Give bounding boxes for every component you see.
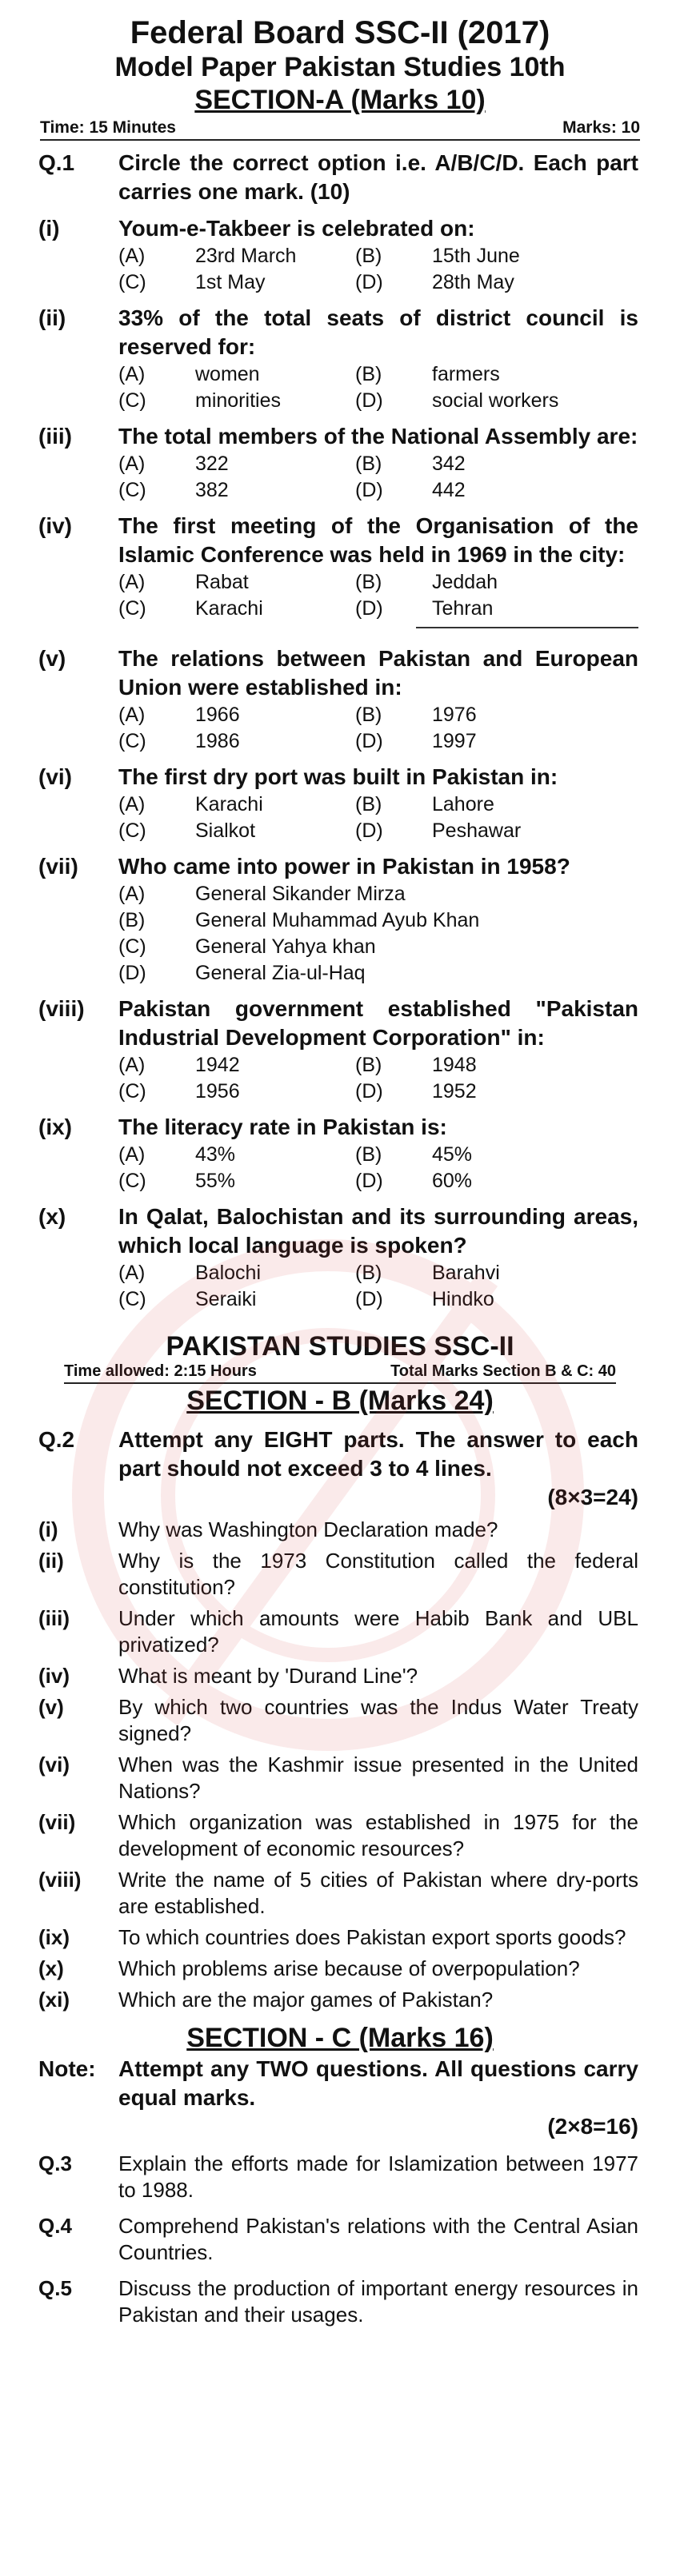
option-letter: (D) [355, 1170, 383, 1192]
option-letter: (B) [355, 704, 382, 726]
short-question-number: (vi) [38, 1753, 70, 1776]
option-row [118, 907, 638, 934]
mcq-stem: The literacy rate in Pakistan is: [118, 1115, 447, 1139]
option-row [118, 1168, 638, 1194]
short-question-number: (xi) [38, 1988, 70, 2012]
mcq-item [38, 763, 638, 792]
short-question-number: (ii) [38, 1549, 64, 1573]
option-value: Karachi [195, 793, 263, 815]
option-row [118, 451, 638, 477]
option-letter: (B) [118, 909, 146, 931]
option-value: Balochi [195, 1262, 261, 1284]
mcq-number: (x) [38, 1204, 66, 1229]
option-row [118, 881, 638, 907]
short-question-number: (ix) [38, 1925, 70, 1949]
section-b-heading: SECTION - B (Marks 24) [186, 1386, 494, 1416]
option-letter: (C) [118, 597, 146, 620]
option-value: 23rd March [195, 245, 297, 267]
long-question [38, 2213, 638, 2266]
long-question-text: Discuss the production of important energy resources in Pakistan and their usages. [118, 2276, 638, 2327]
mcq-item [38, 1202, 638, 1260]
question-number: Q.2 [38, 1427, 75, 1452]
short-question-number: (v) [38, 1695, 64, 1719]
mcq-item [38, 1113, 638, 1142]
option-letter: (C) [118, 730, 146, 752]
mcq-options [118, 792, 638, 844]
mcq-stem: Who came into power in Pakistan in 1958? [118, 854, 570, 879]
option-letter: (C) [118, 1288, 146, 1310]
option-value: 1997 [432, 730, 477, 752]
mcq-item [38, 422, 638, 451]
option-letter: (B) [355, 571, 382, 593]
long-question [38, 2151, 638, 2203]
mcq-options [118, 1260, 638, 1313]
option-value: Jeddah [432, 571, 498, 593]
long-question-text: Explain the efforts made for Islamization between 1977 to 1988. [118, 2151, 638, 2202]
option-value: 322 [195, 453, 229, 475]
option-value: General Muhammad Ayub Khan [195, 909, 480, 931]
short-question [38, 1809, 638, 1862]
short-question-text: Why was Washington Declaration made? [118, 1517, 498, 1541]
option-value: 60% [432, 1170, 473, 1192]
section-c-note [38, 2055, 638, 2141]
short-question-number: (vii) [38, 1810, 76, 1834]
short-question [38, 1663, 638, 1689]
short-question-text: Which problems arise because of overpopulation? [118, 1956, 580, 1980]
short-question [38, 1924, 638, 1951]
short-question [38, 1548, 638, 1601]
option-letter: (C) [118, 479, 146, 501]
mcq-stem: Pakistan government established "Pakistan Industrial Development Corporation" in: [118, 996, 638, 1050]
option-letter: (D) [355, 1080, 383, 1103]
option-letter: (A) [118, 245, 146, 267]
short-question-number: (x) [38, 1956, 64, 1980]
option-letter: (C) [118, 1080, 146, 1103]
mcq-number: (viii) [38, 996, 85, 1021]
mcq-number: (ii) [38, 305, 66, 330]
short-question-text: By which two countries was the Indus Water Treaty signed? [118, 1695, 638, 1745]
mcq-number: (iii) [38, 424, 72, 449]
section-a-heading: SECTION-A (Marks 10) [194, 85, 486, 115]
short-question-list [0, 1517, 680, 2013]
option-value: 1948 [432, 1054, 477, 1076]
option-value: 1956 [195, 1080, 240, 1103]
paper-title: Federal Board SSC-II (2017) [130, 15, 550, 50]
mcq-options [118, 1142, 638, 1194]
option-row [118, 361, 638, 388]
mcq-stem: The first meeting of the Organisation of the Islamic Conference was held in 1969 in the city: [118, 513, 638, 567]
mcq-number: (v) [38, 646, 66, 671]
option-letter: (D) [355, 479, 383, 501]
mcq-stem: The total members of the National Assembly are: [118, 424, 638, 449]
option-value: 342 [432, 453, 466, 475]
spacer [0, 504, 680, 512]
option-letter: (D) [355, 271, 383, 293]
short-question-text: Under which amounts were Habib Bank and UBL privatized? [118, 1606, 638, 1657]
option-row [118, 1286, 638, 1313]
short-question-text: When was the Kashmir issue presented in the United Nations? [118, 1753, 638, 1803]
option-letter: (A) [118, 793, 146, 815]
mcq-item [38, 214, 638, 243]
total-marks: Total Marks Section B & C: 40 [390, 1362, 616, 1380]
long-question [38, 2275, 638, 2328]
short-question-text: Why is the 1973 Constitution called the federal constitution? [118, 1549, 638, 1599]
short-question [38, 1987, 638, 2013]
q2-marks: (8×3=24) [547, 1485, 638, 1509]
option-row [118, 1052, 638, 1079]
option-value: Karachi [195, 597, 263, 620]
option-letter: (D) [355, 389, 383, 412]
option-value: 442 [432, 479, 466, 501]
option-letter: (A) [118, 1262, 146, 1284]
mcq-stem: In Qalat, Balochistan and its surrounding areas, which local language is spoken? [118, 1204, 638, 1258]
marks-label: Marks: 10 [562, 118, 640, 137]
mcq-options [118, 881, 638, 987]
long-question-number: Q.5 [38, 2276, 72, 2300]
spacer [0, 414, 680, 422]
note-marks: (2×8=16) [547, 2114, 638, 2139]
option-letter: (C) [118, 935, 146, 958]
short-question-text: What is meant by 'Durand Line'? [118, 1664, 418, 1688]
option-letter: (B) [355, 453, 382, 475]
section-b-title: PAKISTAN STUDIES SSC-II [166, 1331, 514, 1362]
mcq-number: (i) [38, 216, 60, 241]
option-value: Sialkot [195, 819, 256, 842]
mcq-number: (vii) [38, 854, 78, 879]
mcq-options [118, 702, 638, 755]
option-value: minorities [195, 389, 281, 412]
option-letter: (C) [118, 819, 146, 842]
option-letter: (A) [118, 704, 146, 726]
option-letter: (B) [355, 1143, 382, 1166]
mcq-item [38, 995, 638, 1052]
short-question [38, 1956, 638, 1982]
option-letter: (B) [355, 245, 382, 267]
time-label: Time: 15 Minutes [40, 118, 176, 137]
option-value: General Yahya khan [195, 935, 376, 958]
short-question-text: Write the name of 5 cities of Pakistan where dry-ports are established. [118, 1868, 638, 1918]
option-value: 28th May [432, 271, 514, 293]
mcq-stem: The relations between Pakistan and European Union were established in: [118, 646, 638, 700]
mcq-options [118, 243, 638, 296]
option-row [118, 388, 638, 414]
option-value: Tehran [432, 597, 494, 620]
spacer [0, 1105, 680, 1113]
option-value: Barahvi [432, 1262, 500, 1284]
option-letter: (C) [118, 1170, 146, 1192]
option-value: 43% [195, 1143, 236, 1166]
option-value: 45% [432, 1143, 473, 1166]
mcq-list [0, 206, 680, 1313]
option-letter: (D) [355, 597, 383, 620]
long-question-list [0, 2151, 680, 2328]
spacer [0, 844, 680, 852]
mcq-item [38, 304, 638, 361]
option-letter: (C) [118, 389, 146, 412]
option-letter: (A) [118, 363, 146, 385]
mcq-item [38, 644, 638, 702]
mcq-options [118, 451, 638, 504]
spacer [0, 755, 680, 763]
short-question [38, 1694, 638, 1747]
note-instructions: Attempt any TWO questions. All questions carry equal marks. [118, 2056, 638, 2110]
spacer [0, 1194, 680, 1202]
mcq-number: (vi) [38, 764, 72, 789]
option-value: Rabat [195, 571, 249, 593]
time-allowed: Time allowed: 2:15 Hours [64, 1362, 257, 1380]
option-row [118, 934, 638, 960]
option-row [118, 702, 638, 728]
long-question-number: Q.3 [38, 2151, 72, 2175]
divider-rule [416, 627, 638, 628]
short-question-number: (iv) [38, 1664, 70, 1688]
option-value: General Sikander Mirza [195, 883, 406, 905]
spacer [0, 987, 680, 995]
option-row [118, 792, 638, 818]
short-question-text: To which countries does Pakistan export sports goods? [118, 1925, 626, 1949]
q2-instructions: Attempt any EIGHT parts. The answer to each part should not exceed 3 to 4 lines. [118, 1427, 638, 1481]
option-value: Peshawar [432, 819, 522, 842]
option-letter: (A) [118, 883, 146, 905]
short-question-number: (viii) [38, 1868, 82, 1892]
option-letter: (D) [355, 730, 383, 752]
section-c-heading: SECTION - C (Marks 16) [186, 2023, 494, 2053]
option-value: 15th June [432, 245, 520, 267]
long-question-text: Comprehend Pakistan's relations with the Central Asian Countries. [118, 2214, 638, 2264]
short-question-number: (iii) [38, 1606, 70, 1630]
option-value: 1952 [432, 1080, 477, 1103]
short-question-text: Which organization was established in 1975 for the development of economic resources? [118, 1810, 638, 1860]
option-letter: (D) [118, 962, 146, 984]
option-letter: (A) [118, 571, 146, 593]
option-letter: (B) [355, 1054, 382, 1076]
option-letter: (B) [355, 363, 382, 385]
option-row [118, 1079, 638, 1105]
option-letter: (D) [355, 1288, 383, 1310]
mcq-options [118, 361, 638, 414]
mcq-stem: 33% of the total seats of district council is reserved for: [118, 305, 638, 359]
note-label: Note: [38, 2056, 96, 2081]
spacer [0, 206, 680, 214]
short-question-number: (i) [38, 1517, 58, 1541]
option-value: General Zia-ul-Haq [195, 962, 366, 984]
short-question-text: Which are the major games of Pakistan? [118, 1988, 494, 2012]
question-number: Q.1 [38, 150, 75, 175]
option-value: Seraiki [195, 1288, 257, 1310]
long-question-number: Q.4 [38, 2214, 72, 2238]
note-text [118, 2055, 638, 2141]
mcq-options [118, 1052, 638, 1105]
option-row [118, 596, 638, 622]
option-letter: (B) [355, 1262, 382, 1284]
option-row [118, 960, 638, 987]
option-letter: (A) [118, 1054, 146, 1076]
option-row [118, 569, 638, 596]
question-instructions: Circle the correct option i.e. A/B/C/D. Each part carries one mark. (10) [118, 150, 638, 204]
option-letter: (A) [118, 1143, 146, 1166]
question-1 [38, 149, 638, 206]
option-letter: (C) [118, 271, 146, 293]
option-value: Hindko [432, 1288, 494, 1310]
option-row [118, 1260, 638, 1286]
short-question [38, 1605, 638, 1658]
section-b-meta [64, 1362, 616, 1384]
option-value: 1st May [195, 271, 266, 293]
option-value: social workers [432, 389, 559, 412]
mcq-options [118, 569, 638, 622]
option-row [118, 477, 638, 504]
mcq-number: (ix) [38, 1115, 72, 1139]
option-row [118, 818, 638, 844]
option-value: 55% [195, 1170, 236, 1192]
spacer [0, 296, 680, 304]
option-letter: (A) [118, 453, 146, 475]
mcq-stem: The first dry port was built in Pakistan in: [118, 764, 558, 789]
spacer [0, 636, 680, 644]
option-letter: (B) [355, 793, 382, 815]
mcq-item [38, 852, 638, 881]
question-instructions [118, 1426, 638, 1512]
option-value: women [195, 363, 260, 385]
option-value: Lahore [432, 793, 494, 815]
option-row [118, 728, 638, 755]
option-row [118, 269, 638, 296]
option-letter: (D) [355, 819, 383, 842]
short-question [38, 1517, 638, 1543]
option-value: 1976 [432, 704, 477, 726]
option-value: 1986 [195, 730, 240, 752]
short-question [38, 1867, 638, 1920]
mcq-number: (iv) [38, 513, 72, 538]
option-value: farmers [432, 363, 500, 385]
option-row [118, 1142, 638, 1168]
mcq-stem: Youm-e-Takbeer is celebrated on: [118, 216, 475, 241]
question-2 [38, 1426, 638, 1512]
option-value: 1966 [195, 704, 240, 726]
option-row [118, 243, 638, 269]
option-value: 1942 [195, 1054, 240, 1076]
short-question [38, 1752, 638, 1804]
paper-subtitle: Model Paper Pakistan Studies 10th [114, 52, 566, 82]
option-value: 382 [195, 479, 229, 501]
section-a-meta [40, 118, 640, 141]
mcq-item [38, 512, 638, 569]
